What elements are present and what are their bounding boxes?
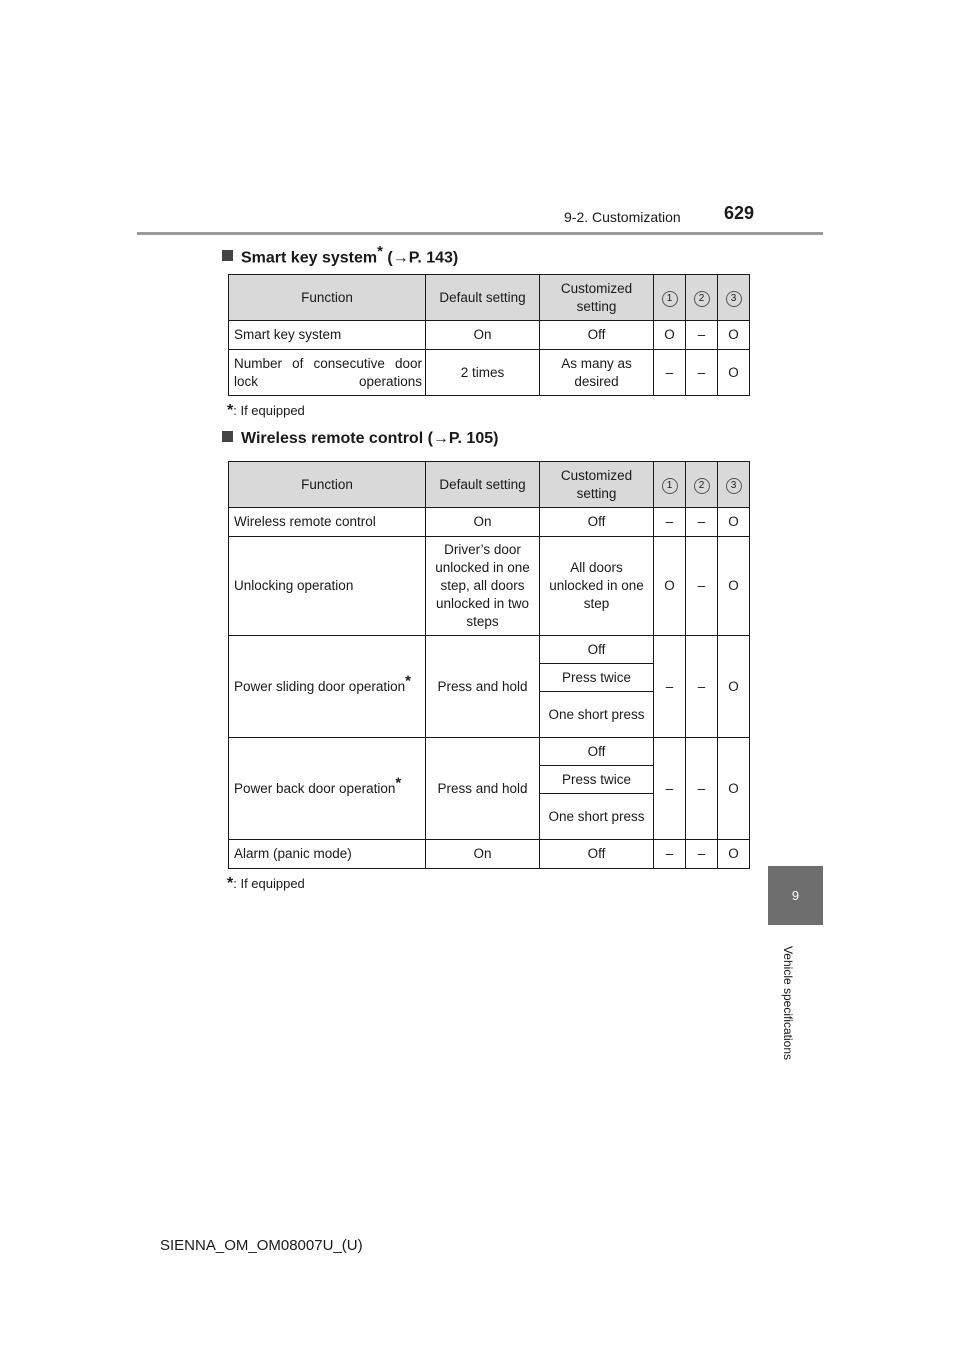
table-row	[229, 738, 750, 766]
customized-cell: Off	[540, 321, 654, 350]
c1-cell: –	[654, 636, 686, 738]
c1-cell: O	[654, 321, 686, 350]
c3-cell: O	[718, 738, 750, 840]
square-bullet-icon	[222, 250, 233, 261]
table-row	[229, 350, 750, 396]
circled-3-icon: 3	[726, 291, 742, 307]
function-text: Power back door operation	[234, 780, 396, 796]
function-cell: Smart key system	[229, 321, 426, 350]
circled-2-icon: 2	[694, 291, 710, 307]
col-customized: Customized setting	[540, 462, 654, 508]
col-2	[686, 462, 718, 508]
smart-key-heading-text: Smart key system	[241, 249, 378, 267]
c1-cell: –	[654, 738, 686, 840]
table-row	[229, 321, 750, 350]
default-cell: On	[426, 321, 540, 350]
c3-cell: O	[718, 636, 750, 738]
col-1	[654, 275, 686, 321]
footnote-text: : If equipped	[233, 876, 305, 891]
col-customized: Customized setting	[540, 275, 654, 321]
c3-cell: O	[718, 508, 750, 537]
c1-cell: O	[654, 537, 686, 636]
customized-cell: Off	[540, 508, 654, 537]
c3-cell: O	[718, 321, 750, 350]
c1-cell: –	[654, 350, 686, 396]
function-text: Power sliding door operation	[234, 678, 406, 694]
circled-1-icon: 1	[662, 291, 678, 307]
chapter-tab: 9	[768, 866, 823, 925]
asterisk-icon: *	[227, 875, 234, 892]
section-title: 9-2. Customization	[564, 209, 681, 225]
default-cell: On	[426, 840, 540, 869]
c3-cell: O	[718, 840, 750, 869]
smart-key-heading-ref: (→P. 143)	[387, 249, 459, 267]
table-row	[229, 508, 750, 537]
col-3	[718, 275, 750, 321]
default-cell: On	[426, 508, 540, 537]
col-1	[654, 462, 686, 508]
remote-heading-ref: (→P. 105)	[427, 430, 499, 447]
c2-cell: –	[686, 350, 718, 396]
c1-cell: –	[654, 840, 686, 869]
customized-cell: Press twice	[540, 664, 654, 692]
default-cell: Driver’s door unlocked in one step, all doors unlocked in two steps	[426, 537, 540, 636]
square-bullet-icon	[222, 431, 233, 442]
table-row	[229, 636, 750, 664]
function-cell: Alarm (panic mode)	[229, 840, 426, 869]
footnote-text: : If equipped	[233, 403, 305, 418]
customized-cell: Press twice	[540, 766, 654, 794]
col-default: Default setting	[426, 462, 540, 508]
table-row	[229, 537, 750, 636]
table-header-row	[229, 275, 750, 321]
page-number: 629	[724, 203, 755, 223]
chapter-side-label-text: Vehicle specifications	[781, 945, 795, 1060]
chapter-side-label	[768, 925, 808, 1080]
function-cell: Wireless remote control	[229, 508, 426, 537]
col-2	[686, 275, 718, 321]
col-default: Default setting	[426, 275, 540, 321]
document-id: SIENNA_OM_OM08007U_(U)	[160, 1237, 363, 1254]
asterisk-icon: *	[395, 774, 402, 791]
table-row	[229, 840, 750, 869]
c2-cell: –	[686, 537, 718, 636]
c2-cell: –	[686, 508, 718, 537]
function-cell	[229, 636, 426, 738]
default-cell: Press and hold	[426, 738, 540, 840]
customized-cell: One short press	[540, 794, 654, 840]
footnote	[227, 875, 305, 893]
function-cell: Unlocking operation	[229, 537, 426, 636]
function-cell: Number of consecutive door lock operations	[229, 350, 426, 396]
remote-table	[228, 461, 750, 869]
c2-cell: –	[686, 321, 718, 350]
c1-cell: –	[654, 508, 686, 537]
circled-3-icon: 3	[726, 478, 742, 494]
customized-cell: Off	[540, 636, 654, 664]
c2-cell: –	[686, 840, 718, 869]
remote-heading	[222, 430, 498, 448]
c3-cell: O	[718, 350, 750, 396]
header-rule	[137, 232, 823, 235]
customized-cell: Off	[540, 738, 654, 766]
smart-key-table	[228, 274, 750, 396]
c3-cell: O	[718, 537, 750, 636]
col-function: Function	[229, 275, 426, 321]
default-cell: 2 times	[426, 350, 540, 396]
circled-1-icon: 1	[662, 478, 678, 494]
function-cell	[229, 738, 426, 840]
customized-cell: As many as desired	[540, 350, 654, 396]
asterisk-icon: *	[377, 243, 383, 260]
customized-cell: All doors unlocked in one step	[540, 537, 654, 636]
c2-cell: –	[686, 636, 718, 738]
remote-heading-text: Wireless remote control	[241, 430, 424, 447]
asterisk-icon: *	[227, 402, 234, 419]
col-3	[718, 462, 750, 508]
customized-cell: Off	[540, 840, 654, 869]
asterisk-icon: *	[405, 672, 411, 689]
col-function: Function	[229, 462, 426, 508]
customized-cell: One short press	[540, 692, 654, 738]
smart-key-heading	[222, 243, 458, 267]
circled-2-icon: 2	[694, 478, 710, 494]
footnote	[227, 402, 305, 420]
table-header-row	[229, 462, 750, 508]
c2-cell: –	[686, 738, 718, 840]
default-cell: Press and hold	[426, 636, 540, 738]
